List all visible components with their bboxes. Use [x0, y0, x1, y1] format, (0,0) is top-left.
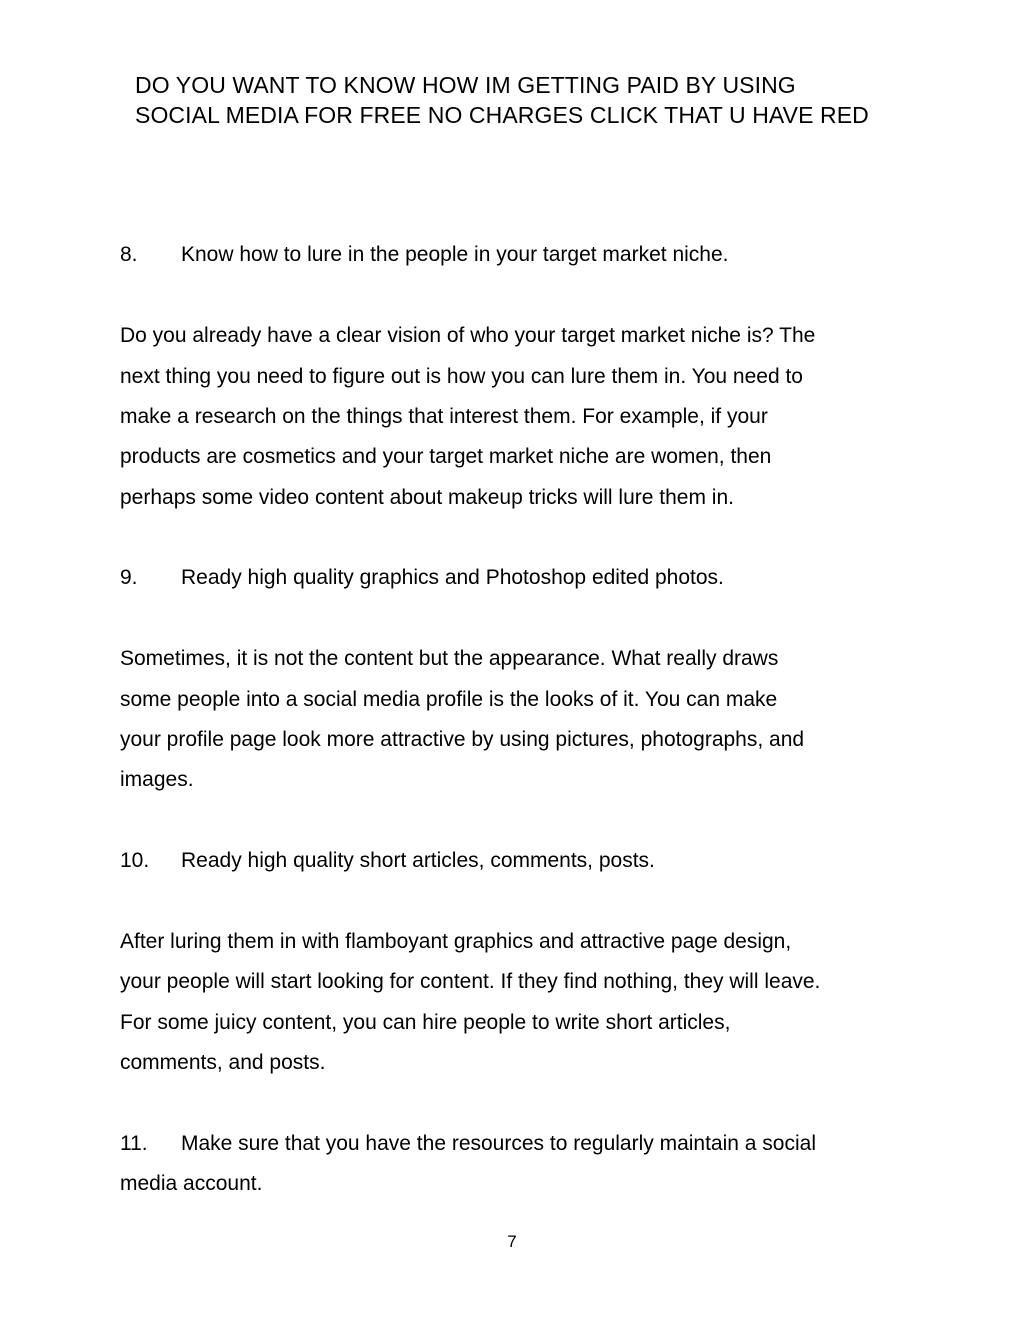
- section-number: 9.: [120, 566, 138, 589]
- section-heading: [120, 1131, 816, 1157]
- section-number: 8.: [120, 243, 138, 266]
- paragraph-line: images.: [120, 768, 194, 791]
- section-heading-text: Know how to lure in the people in your target market niche.: [181, 243, 729, 266]
- paragraph-line: Do you already have a clear vision of who your target market niche is? The: [120, 324, 816, 347]
- section-heading: [120, 565, 724, 591]
- paragraph-line: perhaps some video content about makeup tricks will lure them in.: [120, 486, 734, 509]
- paragraph-line: your people will start looking for content. If they find nothing, they will leave.: [120, 970, 821, 993]
- paragraph-line: comments, and posts.: [120, 1051, 326, 1074]
- paragraph-line: next thing you need to figure out is how you can lure them in. You need to: [120, 365, 803, 388]
- paragraph-line: make a research on the things that interest them. For example, if your: [120, 405, 768, 428]
- paragraph-line: products are cosmetics and your target market niche are women, then: [120, 445, 772, 468]
- banner-line: DO YOU WANT TO KNOW HOW IM GETTING PAID BY USING: [135, 72, 796, 98]
- paragraph-line: After luring them in with flamboyant graphics and attractive page design,: [120, 930, 792, 953]
- section-heading-continuation: media account.: [120, 1172, 263, 1195]
- section-number: 11.: [120, 1132, 148, 1155]
- section-heading-text: Ready high quality short articles, comments, posts.: [181, 849, 655, 872]
- paragraph-line: Sometimes, it is not the content but the appearance. What really draws: [120, 647, 779, 670]
- section-heading: [120, 848, 655, 874]
- section-number: 10.: [120, 849, 150, 872]
- page-number: 7: [507, 1232, 517, 1251]
- section-heading: [120, 242, 728, 268]
- section-heading-text: Make sure that you have the resources to regularly maintain a social: [181, 1132, 816, 1155]
- section-heading-text: Ready high quality graphics and Photoshop edited photos.: [181, 566, 724, 589]
- paragraph-line: your profile page look more attractive by using pictures, photographs, and: [120, 728, 805, 751]
- paragraph-line: For some juicy content, you can hire people to write short articles,: [120, 1011, 731, 1034]
- banner-line: SOCIAL MEDIA FOR FREE NO CHARGES CLICK THAT U HAVE RED: [135, 102, 869, 128]
- paragraph-line: some people into a social media profile is the looks of it. You can make: [120, 688, 778, 711]
- banner-text: [135, 70, 995, 130]
